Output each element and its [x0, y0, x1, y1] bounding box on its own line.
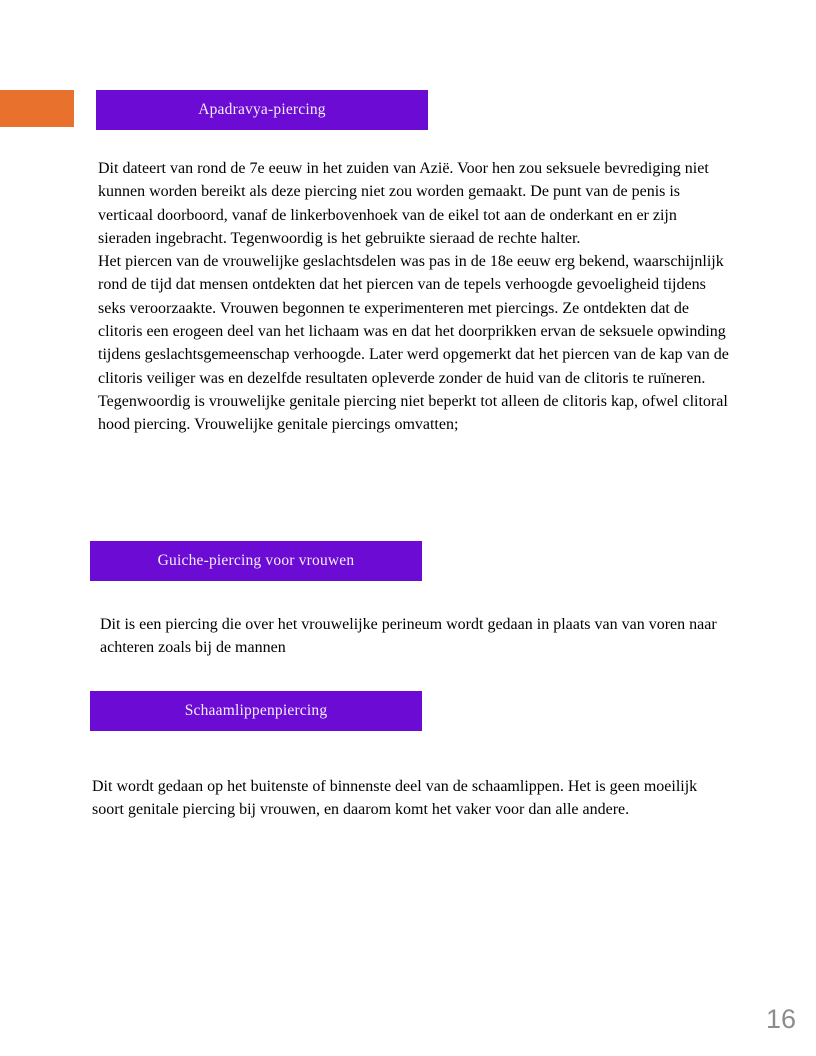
section-body-apadravya [98, 157, 732, 437]
paragraph: Dit is een piercing die over het vrouwelijke perineum wordt gedaan in plaats van van voren naar achteren zoals bij de mannen [100, 616, 717, 657]
section-body-guiche [100, 613, 720, 660]
paragraph: Het piercen van de vrouwelijke geslachtsdelen was pas in de 18e eeuw erg bekend, waarschijnlijk rond de tijd dat mensen ontdekten dat het piercen van de tepels verhoogde gevoeligheid tijdens seks veroorzaakte. Vrouwen begonnen te experimenteren met piercings. Ze ontdekten dat de clitoris een erogeen deel van het lichaam was en dat het doorprikken ervan de seksuele opwinding tijdens geslachtsgemeenschap verhoogde. Later werd opgemerkt dat het piercen van de kap van de clitoris veiliger was en dezelfde resultaten opleverde zonder de huid van de clitoris te ruïneren. [98, 253, 729, 387]
page-number: 16 [765, 1004, 796, 1034]
section-heading-schaamlippen [90, 691, 422, 731]
paragraph: Tegenwoordig is vrouwelijke genitale piercing niet beperkt tot alleen de clitoris kap, ofwel clitoral hood piercing. Vrouwelijke genitale piercings omvatten; [98, 392, 728, 434]
orange-accent-bar [0, 90, 74, 127]
section-heading-label: Guiche-piercing voor vrouwen [157, 552, 355, 569]
section-body-schaamlippen [92, 775, 718, 822]
paragraph: Dit dateert van rond de 7e eeuw in het zuiden van Azië. Voor hen zou seksuele bevrediging niet kunnen worden bereikt als deze piercing niet zou worden gemaakt. De punt van de penis is verticaal doorboord, vanaf de linkerbovenhoek van de eikel tot aan de onderkant en er zijn sieraden ingebracht. Tegenwoordig is het gebruikte sieraad de rechte halter. [98, 160, 709, 247]
section-heading-guiche [90, 541, 422, 581]
section-heading-label: Apadravya-piercing [198, 101, 326, 118]
section-heading-apadravya [96, 90, 428, 130]
paragraph: Dit wordt gedaan op het buitenste of binnenste deel van de schaamlippen. Het is geen moeilijk soort genitale piercing bij vrouwen, en daarom komt het vaker voor dan alle andere. [92, 778, 698, 819]
section-heading-label: Schaamlippenpiercing [184, 702, 328, 719]
